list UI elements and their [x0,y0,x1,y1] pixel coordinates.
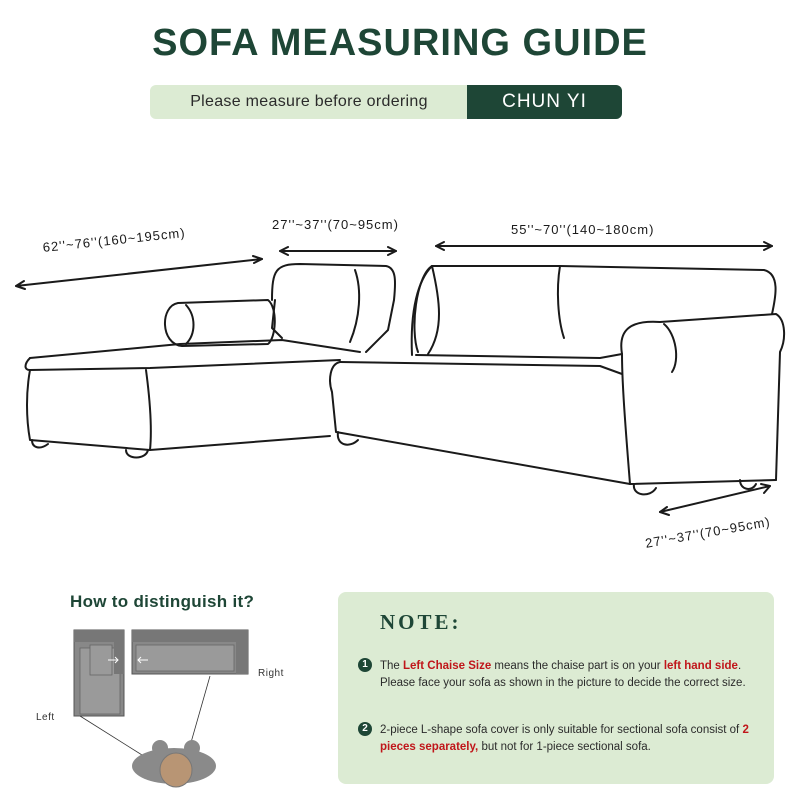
chaise-width-arrow [280,247,396,255]
sofa-depth-label: 27''~37''(70~95cm) [644,513,772,551]
chaise-length-label: 62''~76''(160~195cm) [42,225,187,255]
distinguish-heading: How to distinguish it? [70,592,255,611]
note-text: means the chaise part is on your [491,660,664,672]
left-label: Left [36,712,55,723]
note-text: The [380,660,404,672]
sofa-width-arrow [436,242,772,250]
sofa-width-label: 55''~70''(140~180cm) [511,222,655,237]
right-label: Right [258,668,284,679]
sectional-sofa-illustration [0,200,800,520]
note-title: NOTE: [380,610,462,634]
highlight-text: left hand side [663,660,738,672]
note-text: . [737,660,742,672]
highlight-text: 2 pieces separately, [380,724,749,753]
note-item-1 [358,658,768,692]
note-text: Please face your sofa as shown in the picture to decide the correct size. [380,677,746,689]
chaise-width-label: 27''~37''(70~95cm) [272,217,399,232]
note-item-2 [358,722,768,756]
note-text: 2-piece L-shape sofa cover is only suitable for sectional sofa consist of [380,724,743,736]
person-icon [132,740,216,787]
note-panel [338,592,774,784]
highlight-text: Left Chaise Size [403,660,492,672]
banner-subtitle: Please measure before ordering [190,93,428,110]
subtitle-banner [150,85,622,119]
sofa-depth-arrow [660,484,770,515]
sofa-section [330,266,784,494]
number-two-icon: 2 [358,722,372,736]
chaise-section [26,264,396,458]
sofa-top-view [132,630,248,674]
chaise-top-view [74,630,124,716]
page-title: SOFA MEASURING GUIDE [152,22,648,64]
chaise-length-arrow [16,256,262,289]
top-view-diagram [60,620,260,790]
brand-badge: CHUN YI [467,85,622,119]
note-text: but not for 1-piece sectional sofa. [478,741,651,753]
number-one-icon: 1 [358,658,372,672]
